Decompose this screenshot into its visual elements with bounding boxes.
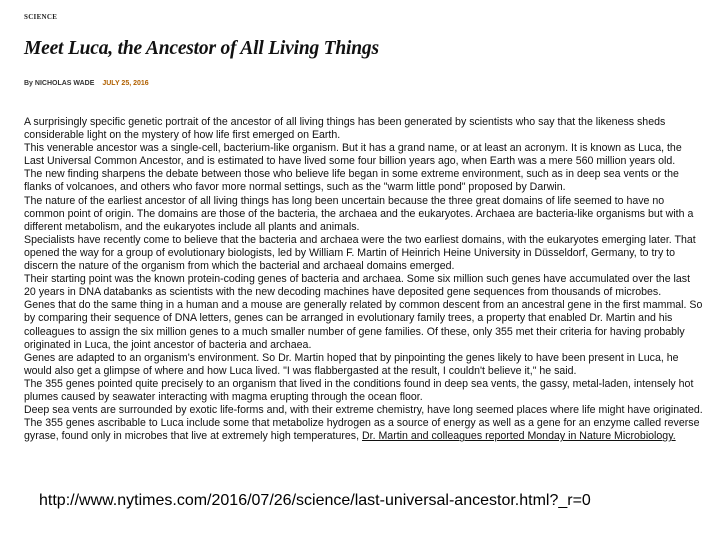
source-url-text[interactable]: http://www.nytimes.com/2016/07/26/science/last-universal-ancestor.html?_r=0 (39, 492, 591, 509)
article-paragraph: Genes are adapted to an organism's environment. So Dr. Martin hoped that by pinpointing the genes likely to have been present in Luca, he would also get a glimpse of where and how Luca lived. "I was flabbergasted at the result, I couldn't believe it," he said. (24, 351, 679, 377)
article-paragraph: The 355 genes pointed quite precisely to an organism that lived in the conditions found in deep sea vents, the gassy, metal-laden, intensely hot plumes caused by seawater interacting with magma erupting through the ocean floor. (24, 377, 694, 403)
byline-date: JULY 25, 2016 (102, 80, 149, 87)
section-label[interactable]: SCIENCE (24, 13, 58, 21)
nature-microbiology-link[interactable]: Dr. Martin and colleagues reported Monday in Nature Microbiology. (362, 430, 676, 443)
article-headline: Meet Luca, the Ancestor of All Living Things (24, 38, 379, 59)
byline (24, 80, 149, 87)
article-paragraph: Specialists have recently come to believe that the bacteria and archaea were the two earliest domains, with the eukaryotes emerging later. That opened the way for a group of evolutionary biologists, led by William F. Martin of Heinrich Heine University in Düsseldorf, Germany, to try to discern the nature of the organism from which the bacterial and archaeal domains emerged. (24, 233, 696, 273)
article-paragraph-text: Deep sea vents are surrounded by exotic life-forms and, with their extreme chemistry, have long seemed places where life might have originated. The 355 genes ascribable to Luca include some that metabolize hydrogen as a source of energy as well as a gene for an enzyme called reverse gyrase, found only in microbes that live at extremely high temperatures, (24, 404, 703, 443)
article-paragraph-last (24, 404, 704, 443)
article-paragraph: A surprisingly specific genetic portrait of the ancestor of all living things has been generated by scientists who say that the likeness sheds considerable light on the mystery of how life first emerged on Earth. (24, 116, 666, 142)
article-paragraph: Genes that do the same thing in a human and a mouse are generally related by common descent from an ancestral gene in the first mammal. So by comparing their sequence of DNA letters, genes can be arranged in evolutionary family trees, a property that enabled Dr. Martin and his colleagues to assign the six million genes to a much smaller number of gene families. Of these, only 355 met their criteria for having probably originated in Luca, the joint ancestor of bacteria and archaea. (24, 299, 703, 351)
article-paragraph: This venerable ancestor was a single-cell, bacterium-like organism. But it has a grand name, or at least an acronym. It is known as Luca, the Last Universal Common Ancestor, and is estimated to have lived some four billion years ago, when Earth was a mere 560 million years old. (24, 142, 682, 168)
article-paragraph: The nature of the earliest ancestor of all living things has long been uncertain because the three great domains of life seemed to have no common point of origin. The domains are those of the bacteria, the archaea and the eukaryotes. Archaea are bacteria-like organisms but with a different metabolism, and the eukaryotes include all plants and animals. (24, 194, 694, 233)
article-paragraph: Their starting point was the known protein-coding genes of bacteria and archaea. Some six million such genes have accumulated over the last 20 years in DNA databanks as scientists with the new decoding machines have deposited gene sequences from thousands of microbes. (24, 273, 691, 299)
article-body (24, 116, 704, 443)
article-paragraph: The new finding sharpens the debate between those who believe life began in some extreme environment, such as in deep sea vents or the flanks of volcanoes, and others who favor more normal settings, such as the "warm little pond" proposed by Darwin. (24, 168, 679, 194)
byline-author[interactable]: By NICHOLAS WADE (24, 80, 95, 87)
